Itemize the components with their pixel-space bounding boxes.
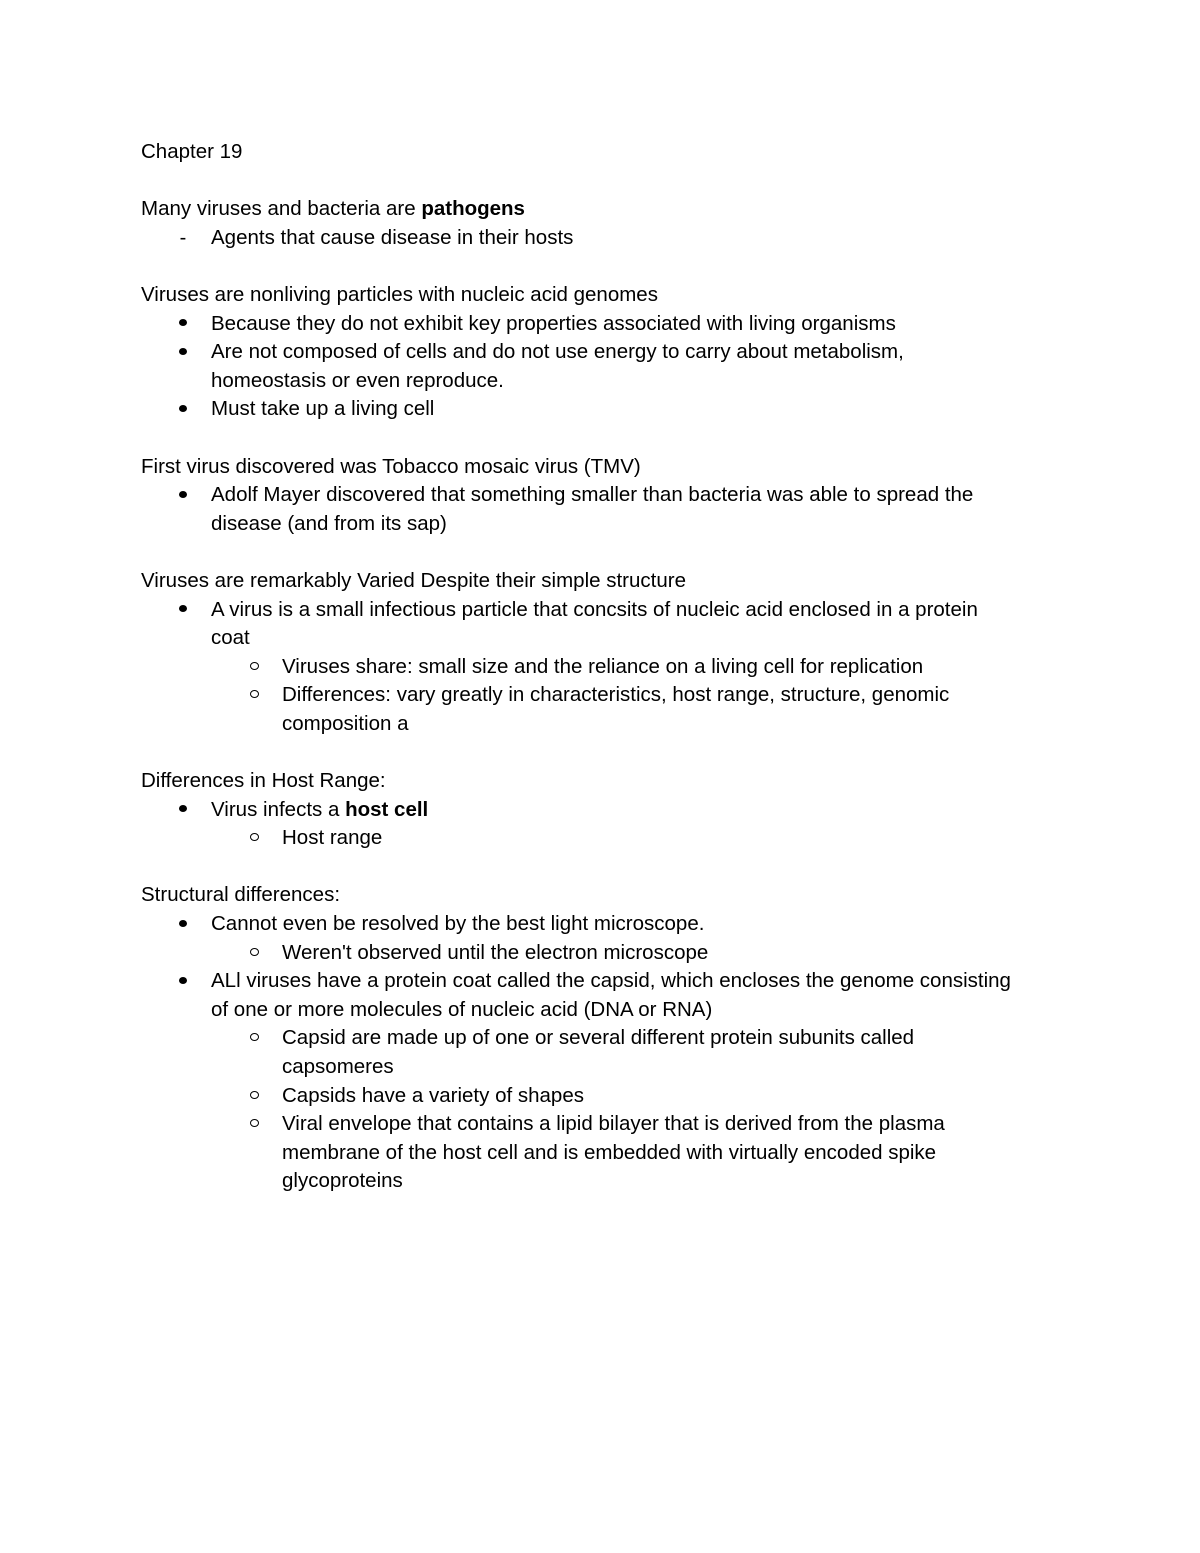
bullet-icon [173,338,193,367]
list-item-continuation [141,367,1061,396]
list-item-text: composition a [282,711,409,735]
sub-list-item [141,824,1061,853]
list-item [141,910,1061,939]
list-item-text: membrane of the host cell and is embedded with virtually encoded spike [282,1140,937,1164]
bullet-icon [173,395,193,424]
list-item-text: A virus is a small infectious particle that concsits of nucleic acid enclosed in a protein [211,597,978,621]
circle-bullet-icon [244,1082,264,1111]
circle-bullet-icon [244,939,264,968]
bullet-icon [173,796,193,825]
document-page [141,138,1061,1196]
list-item-text: Agents that cause disease in their hosts [211,225,574,249]
list-item-text: Are not composed of cells and do not use energy to carry about metabolism, [211,340,904,364]
sub-list-item-continuation [141,1053,1061,1082]
list-item [141,224,1061,253]
chapter-title: Chapter 19 [141,140,243,163]
list-item-continuation [141,624,1061,653]
list-item-text: glycoproteins [282,1169,403,1193]
circle-bullet-icon [244,1110,264,1139]
sub-list-item [141,1024,1061,1053]
list-item-text: Weren't observed until the electron microscope [282,940,709,964]
list-item-text: Viruses share: small size and the reliance on a living cell for replication [282,654,924,678]
list-item [141,310,1061,339]
spacer [141,424,1061,453]
bold-term: pathogens [421,197,525,221]
heading-text: Many viruses and bacteria are [141,197,422,221]
list-item [141,596,1061,625]
list-item [141,338,1061,367]
sub-list-item [141,1110,1061,1139]
section-heading-host-range: Differences in Host Range: [141,769,386,793]
spacer [141,252,1061,281]
list-item-text: coat [211,626,250,650]
dash-marker: - [179,226,187,249]
circle-bullet-icon [244,824,264,853]
sub-list-item-continuation [141,1139,1061,1168]
list-item-text: of one or more molecules of nucleic acid (DNA or RNA) [211,997,713,1021]
circle-bullet-icon [244,1024,264,1053]
bullet-icon [173,310,193,339]
sub-list-item-continuation [141,710,1061,739]
sub-list-item [141,681,1061,710]
list-item-continuation [141,510,1061,539]
list-item-text: Virus infects a [211,797,346,821]
section-heading-tmv: First virus discovered was Tobacco mosaic virus (TMV) [141,454,641,478]
list-item-text: Must take up a living cell [211,397,435,421]
list-item [141,395,1061,424]
list-item-text: homeostasis or even reproduce. [211,368,504,392]
section-heading-pathogens [141,195,1061,224]
list-item-continuation [141,996,1061,1025]
list-item [141,796,1061,825]
bullet-icon [173,596,193,625]
sub-list-item [141,1082,1061,1111]
list-item-text: disease (and from its sap) [211,511,447,535]
list-item-text: Because they do not exhibit key properties associated with living organisms [211,311,896,335]
list-item-text: ALl viruses have a protein coat called the capsid, which encloses the genome consisting [211,969,1011,993]
list-item-text: Capsids have a variety of shapes [282,1083,584,1107]
list-item-text: Adolf Mayer discovered that something smaller than bacteria was able to spread the [211,483,974,507]
spacer [141,538,1061,567]
circle-bullet-icon [244,681,264,710]
bullet-icon [173,910,193,939]
section-heading-nonliving: Viruses are nonliving particles with nucleic acid genomes [141,282,658,306]
sub-list-item [141,653,1061,682]
spacer [141,853,1061,882]
bullet-icon [173,481,193,510]
sub-list-item [141,939,1061,968]
section-heading-structural: Structural differences: [141,883,341,907]
list-item-text: Host range [282,826,383,850]
list-item-text: Cannot even be resolved by the best light microscope. [211,912,705,936]
list-item-text: Viral envelope that contains a lipid bilayer that is derived from the plasma [282,1112,945,1136]
list-item-text: Differences: vary greatly in characteristics, host range, structure, genomic [282,683,950,707]
spacer [141,738,1061,767]
spacer [141,167,1061,196]
list-item [141,481,1061,510]
list-item [141,967,1061,996]
bold-term: host cell [345,797,429,821]
list-item-text: Capsid are made up of one or several different protein subunits called [282,1026,915,1050]
sub-list-item-continuation [141,1167,1061,1196]
section-heading-varied: Viruses are remarkably Varied Despite their simple structure [141,568,686,592]
bullet-icon [173,967,193,996]
list-item-text: capsomeres [282,1055,394,1078]
circle-bullet-icon [244,653,264,682]
